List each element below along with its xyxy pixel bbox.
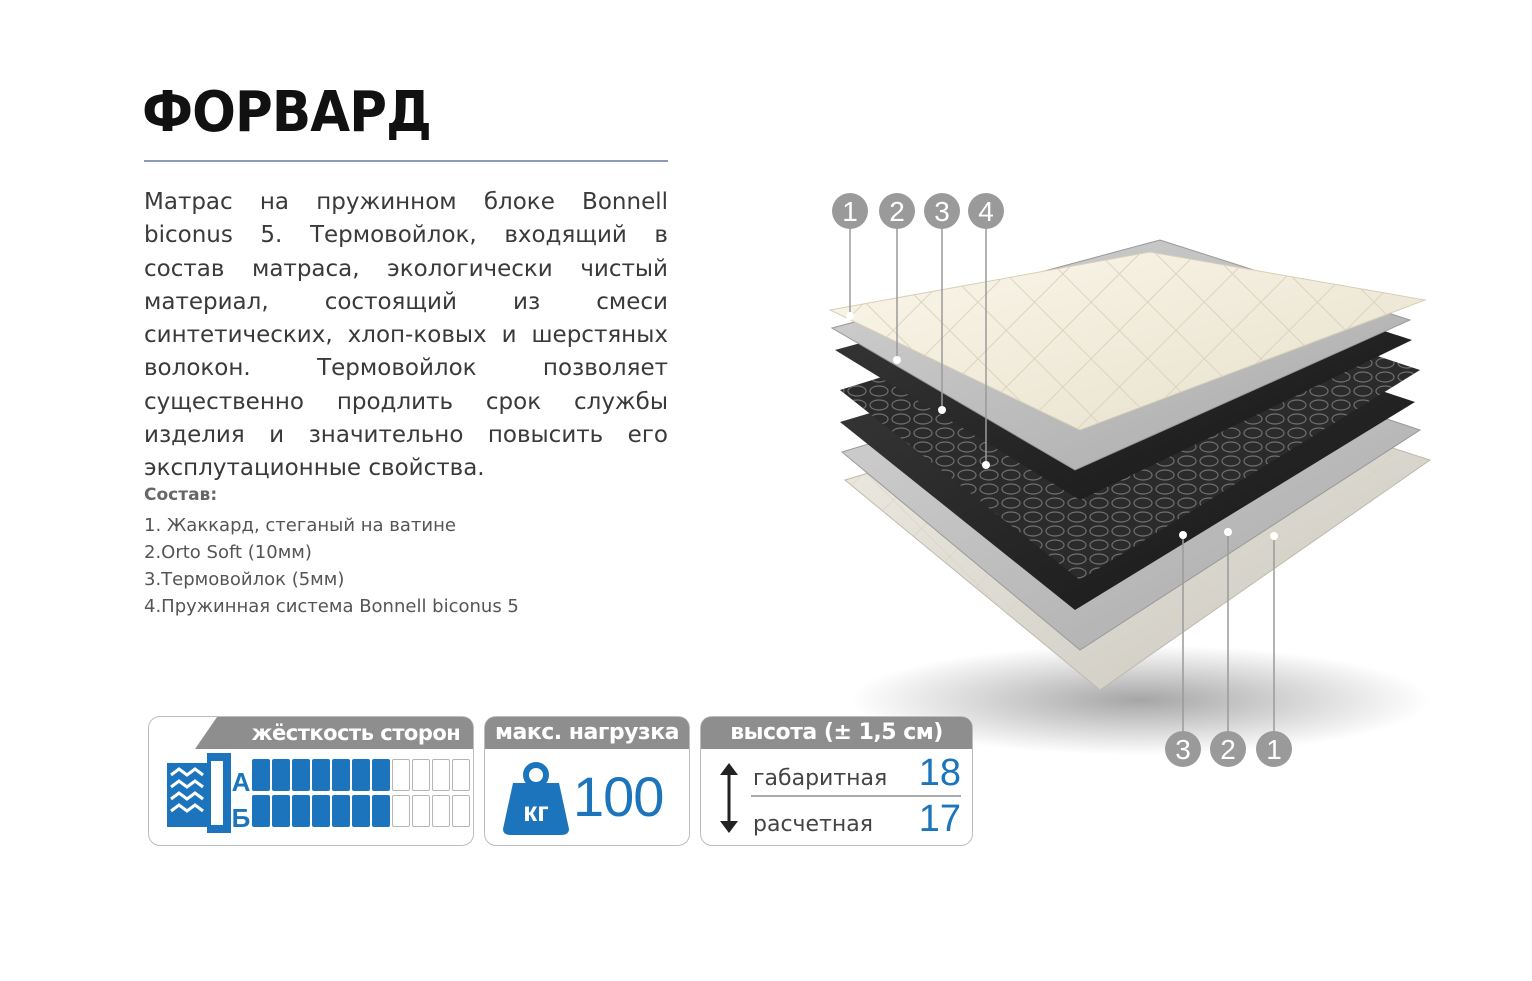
height-card bbox=[700, 716, 973, 846]
composition-list bbox=[144, 512, 519, 620]
svg-text:1: 1 bbox=[842, 196, 858, 227]
firmness-cell bbox=[252, 795, 270, 827]
composition-item: 4.Пружинная система Bonnell biconus 5 bbox=[144, 596, 519, 617]
load-card bbox=[484, 716, 690, 846]
layer-badge bbox=[1165, 731, 1201, 767]
firmness-cell bbox=[292, 795, 310, 827]
firmness-cell bbox=[252, 759, 270, 791]
height-calculated-row bbox=[753, 799, 961, 839]
svg-text:1: 1 bbox=[1266, 734, 1282, 765]
firmness-cell bbox=[372, 795, 390, 827]
layer-badge bbox=[1210, 731, 1246, 767]
height-calculated-label: расчетная bbox=[753, 812, 873, 837]
double-arrow-icon bbox=[719, 763, 739, 833]
product-description: Матрас на пружинном блоке Bonnell biconus 5. Термовойлок, входящий в состав матраса, экологически чистый материал, состоящий из смеси синтетических, хлоп-ковых и шерстяных волокон. Термовойлок позволяет существенно продлить срок службы изделия и значительно повысить его эксплутационные свойства. bbox=[144, 189, 668, 482]
firmness-cell bbox=[332, 795, 350, 827]
height-overall-label: габаритная bbox=[753, 766, 888, 791]
layer-badge bbox=[968, 193, 1004, 229]
firmness-cell bbox=[332, 759, 350, 791]
load-heading: макс. нагрузка bbox=[485, 717, 689, 749]
height-overall-row bbox=[753, 753, 961, 793]
side-b-label: Б bbox=[231, 803, 251, 833]
spring-icon bbox=[161, 747, 253, 837]
layer-badge bbox=[924, 193, 960, 229]
height-calculated-value: 17 bbox=[918, 798, 961, 840]
svg-text:3: 3 bbox=[1175, 734, 1191, 765]
firmness-scale-side-b bbox=[252, 795, 470, 827]
layer-badge bbox=[879, 193, 915, 229]
title-divider bbox=[144, 160, 668, 162]
firmness-heading: жёсткость сторон bbox=[217, 717, 473, 749]
firmness-cell bbox=[432, 795, 450, 827]
firmness-cell bbox=[272, 759, 290, 791]
firmness-cell bbox=[432, 759, 450, 791]
weight-icon bbox=[501, 761, 571, 837]
composition-item: 1. Жаккард, стеганый на ватине bbox=[144, 515, 456, 536]
firmness-card bbox=[148, 716, 474, 846]
product-title: ФОРВАРД bbox=[142, 80, 431, 145]
load-value: 100 bbox=[573, 765, 664, 828]
layer-badge bbox=[832, 193, 868, 229]
firmness-cell bbox=[352, 759, 370, 791]
layer-badge bbox=[1256, 731, 1292, 767]
composition-heading: Состав: bbox=[144, 485, 218, 505]
firmness-cell bbox=[412, 759, 430, 791]
firmness-scale-side-a bbox=[252, 759, 470, 791]
firmness-cell bbox=[392, 759, 410, 791]
firmness-cell bbox=[312, 759, 330, 791]
composition-item: 2.Orto Soft (10мм) bbox=[144, 542, 312, 563]
side-a-label: А bbox=[231, 767, 251, 797]
firmness-cell bbox=[312, 795, 330, 827]
height-heading: высота (± 1,5 см) bbox=[701, 717, 972, 749]
firmness-cell bbox=[372, 759, 390, 791]
load-unit: кг bbox=[523, 796, 549, 827]
height-overall-value: 18 bbox=[918, 752, 961, 794]
svg-text:3: 3 bbox=[934, 196, 950, 227]
composition-item: 3.Термовойлок (5мм) bbox=[144, 569, 345, 590]
firmness-cell bbox=[272, 795, 290, 827]
svg-text:2: 2 bbox=[1220, 734, 1236, 765]
svg-text:2: 2 bbox=[889, 196, 905, 227]
firmness-cell bbox=[292, 759, 310, 791]
firmness-cell bbox=[412, 795, 430, 827]
firmness-cell bbox=[452, 795, 470, 827]
firmness-cell bbox=[452, 759, 470, 791]
height-divider bbox=[751, 795, 961, 797]
mattress-layers-illustration bbox=[780, 160, 1460, 800]
svg-text:4: 4 bbox=[978, 196, 994, 227]
firmness-cell bbox=[352, 795, 370, 827]
firmness-cell bbox=[392, 795, 410, 827]
